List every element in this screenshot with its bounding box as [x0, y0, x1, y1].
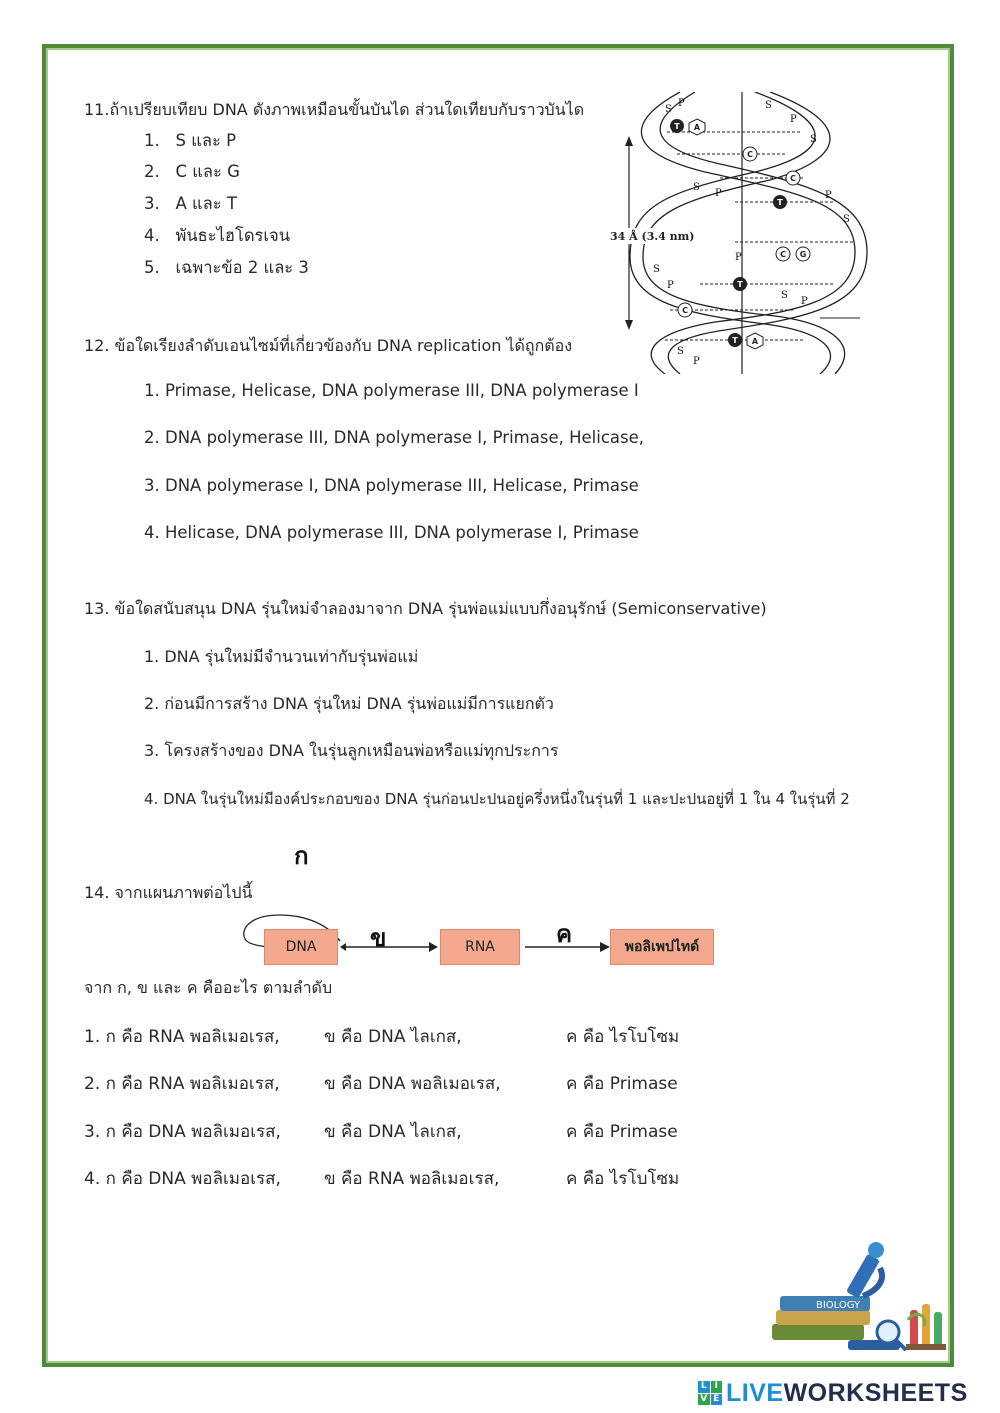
phosphate-letter: P: [801, 296, 808, 307]
q11-question: 11.ถ้าเปรียบเทียบ DNA ดังภาพเหมือนขั้นบันได ส่วนใดเทียบกับราวบันได: [84, 100, 585, 119]
phosphate-letter: P: [678, 98, 685, 109]
option-col-a: 2. ก คือ RNA พอลิเมอเรส,: [84, 1074, 280, 1094]
option-text: C และ G: [175, 162, 240, 181]
q12-option-1[interactable]: 1. Primase, Helicase, DNA polymerase III, DNA polymerase I: [144, 381, 639, 400]
q12-option-4[interactable]: 4. Helicase, DNA polymerase III, DNA polymerase I, Primase: [144, 523, 639, 542]
phosphate-letter: P: [735, 252, 742, 263]
helix-measure-label: 34 Å (3.4 nm): [610, 230, 695, 243]
label-ko: ก: [294, 842, 309, 870]
q11-option-3[interactable]: [144, 191, 237, 217]
base-a: A: [751, 337, 759, 346]
option-number: 3.: [144, 194, 160, 213]
label-kho-khon: ค: [556, 920, 573, 948]
base-a: A: [693, 123, 701, 132]
q14-question: 14. จากแผนภาพต่อไปนี้: [84, 883, 253, 902]
q11-option-1[interactable]: [144, 128, 236, 154]
q11-option-2[interactable]: [144, 159, 240, 185]
brand-live: LIVE: [726, 1378, 784, 1407]
option-text: พันธะไฮโดรเจน: [175, 226, 290, 245]
sugar-letter: S: [765, 100, 772, 111]
q12-option-3[interactable]: 3. DNA polymerase I, DNA polymerase III, Helicase, Primase: [144, 476, 639, 495]
phosphate-letter: P: [667, 280, 674, 291]
option-col-a: 4. ก คือ DNA พอลิเมอเรส,: [84, 1169, 281, 1189]
sugar-letter: S: [693, 182, 700, 193]
book-label: BIOLOGY: [816, 1300, 861, 1311]
q13-option-1[interactable]: 1. DNA รุ่นใหม่มีจำนวนเท่ากับรุ่นพ่อแม่: [144, 647, 419, 666]
box-rna: RNA: [440, 929, 520, 965]
biology-microscope-illustration: [768, 1240, 948, 1362]
base-t: T: [732, 336, 738, 345]
q13-option-4[interactable]: 4. DNA ในรุ่นใหม่มีองค์ประกอบของ DNA รุ่นก่อนปะปนอยู่ครึ่งหนึ่งในรุ่นที่ 1 และปะปนอยู่ที่ 1 ใน 4 ในรุ่นที่ 2: [144, 790, 850, 808]
liveworksheets-brand: [698, 1378, 968, 1408]
logo-letter: L: [698, 1381, 710, 1393]
option-col-b: ข คือ RNA พอลิเมอเรส,: [324, 1169, 500, 1189]
q12-option-2[interactable]: 2. DNA polymerase III, DNA polymerase I, Primase, Helicase,: [144, 428, 645, 447]
option-text: A และ T: [175, 194, 237, 213]
q13-option-2[interactable]: 2. ก่อนมีการสร้าง DNA รุ่นใหม่ DNA รุ่นพ่อแม่มีการแยกตัว: [144, 694, 554, 713]
base-t: T: [777, 198, 783, 207]
phosphate-letter: P: [693, 356, 700, 367]
phosphate-letter: P: [790, 114, 797, 125]
dna-helix-diagram: [605, 92, 875, 374]
logo-letter: V: [698, 1394, 710, 1406]
option-number: 5.: [144, 258, 160, 277]
q11-option-5[interactable]: [144, 255, 309, 281]
q12-question: 12. ข้อใดเรียงลำดับเอนไซม์ที่เกี่ยวข้องกับ DNA replication ได้ถูกต้อง: [84, 336, 573, 355]
base-g: G: [799, 250, 807, 259]
sugar-letter: S: [653, 264, 660, 275]
option-col-a: 3. ก คือ DNA พอลิเมอเรส,: [84, 1122, 281, 1142]
label-kho: ข: [370, 924, 387, 952]
base-c: C: [682, 306, 688, 315]
box-polypeptide: พอลิเพปไทด์: [610, 929, 714, 965]
brand-rest: WORKSHEETS: [783, 1378, 968, 1407]
sugar-letter: S: [781, 290, 788, 301]
sugar-letter: S: [665, 104, 672, 115]
dna-helix-svg: [605, 92, 875, 374]
sugar-letter: S: [810, 134, 817, 145]
option-col-b: ข คือ DNA ไลเกส,: [324, 1122, 462, 1142]
base-c: C: [790, 174, 796, 183]
q14-prompt: จาก ก, ข และ ค คืออะไร ตามลำดับ: [84, 978, 333, 997]
logo-letter: I: [711, 1381, 723, 1393]
liveworksheets-logo-icon: [698, 1381, 722, 1405]
q11-option-4[interactable]: [144, 223, 290, 249]
base-t: T: [674, 122, 680, 131]
phosphate-letter: P: [825, 190, 832, 201]
option-col-b: ข คือ DNA พอลิเมอเรส,: [324, 1074, 501, 1094]
base-c: C: [747, 150, 753, 159]
option-col-c: ค คือ ไรโบโซม: [566, 1169, 680, 1189]
option-text: เฉพาะข้อ 2 และ 3: [175, 258, 309, 277]
option-text: S และ P: [175, 131, 237, 150]
sugar-letter: S: [843, 214, 850, 225]
option-number: 4.: [144, 226, 160, 245]
option-col-b: ข คือ DNA ไลเกส,: [324, 1027, 462, 1047]
option-number: 2.: [144, 162, 160, 181]
logo-letter: E: [711, 1394, 723, 1406]
option-col-c: ค คือ Primase: [566, 1074, 678, 1094]
sugar-letter: S: [677, 346, 684, 357]
base-t: T: [737, 280, 743, 289]
liveworksheets-wordmark: [726, 1379, 968, 1408]
option-col-c: ค คือ Primase: [566, 1122, 678, 1142]
option-number: 1.: [144, 131, 160, 150]
option-col-c: ค คือ ไรโบโซม: [566, 1027, 680, 1047]
q13-option-3[interactable]: 3. โครงสร้างของ DNA ในรุ่นลูกเหมือนพ่อหรือแม่ทุกประการ: [144, 741, 559, 760]
phosphate-letter: P: [715, 188, 722, 199]
option-col-a: 1. ก คือ RNA พอลิเมอเรส,: [84, 1027, 280, 1047]
base-c: C: [780, 250, 786, 259]
box-dna: DNA: [264, 929, 338, 965]
q13-question: 13. ข้อใดสนับสนุน DNA รุ่นใหม่จำลองมาจาก DNA รุ่นพ่อแม่แบบกึ่งอนุรักษ์ (Semiconservative): [84, 599, 767, 618]
